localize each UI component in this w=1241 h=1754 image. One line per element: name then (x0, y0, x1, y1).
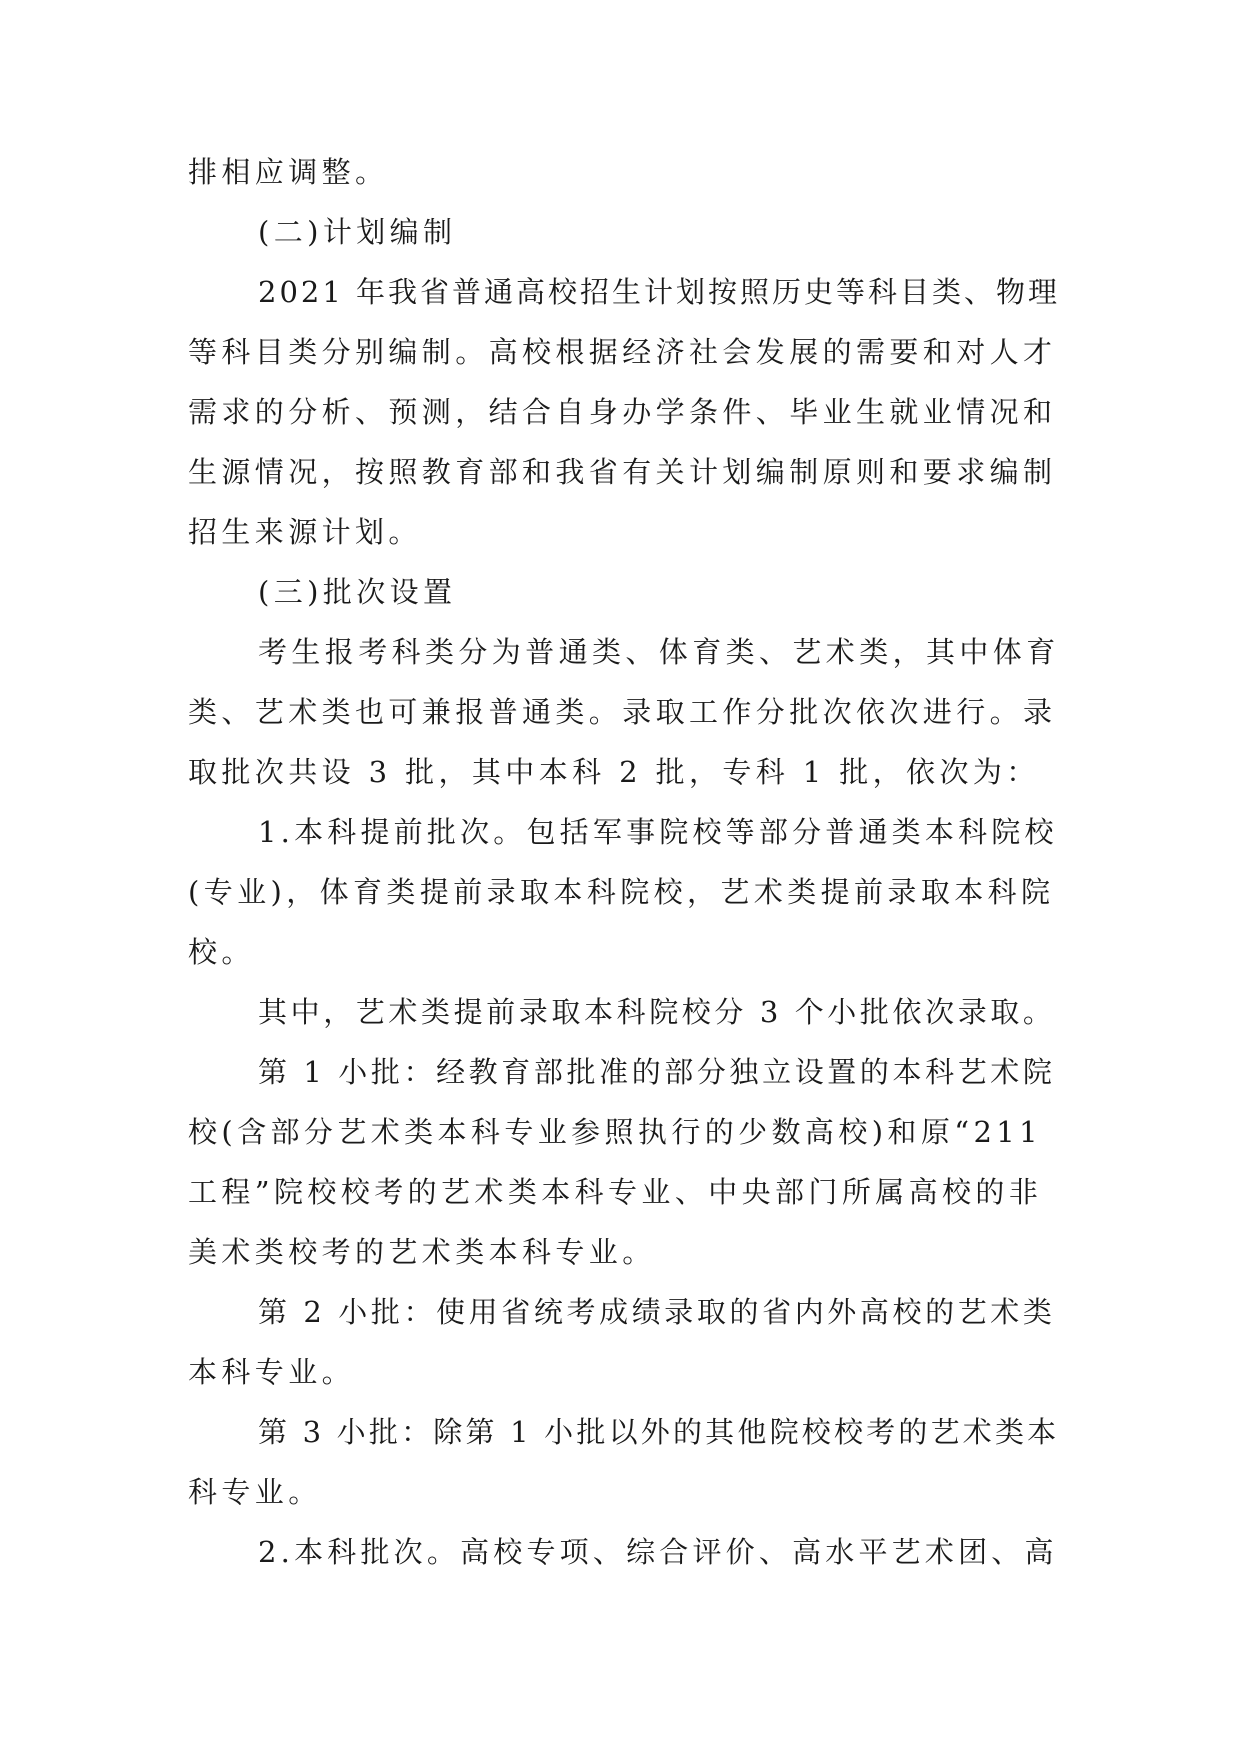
text-line: 需求的分析、预测，结合自身办学条件、毕业生就业情况和 (188, 395, 1057, 429)
text-line: 类、艺术类也可兼报普通类。录取工作分批次依次进行。录 (188, 695, 1057, 729)
text-line: 本科专业。 (188, 1355, 356, 1389)
text-line: 美术类校考的艺术类本科专业。 (188, 1235, 656, 1269)
section-heading: (二)计划编制 (258, 215, 457, 249)
text-line: 生源情况，按照教育部和我省有关计划编制原则和要求编制 (188, 455, 1057, 489)
text-line: 第 3 小批：除第 1 小批以外的其他院校校考的艺术类本 (258, 1415, 1060, 1449)
text-line: 校。 (188, 935, 255, 969)
text-line: 2021 年我省普通高校招生计划按照历史等科目类、物理 (258, 275, 1061, 309)
text-line: 第 2 小批：使用省统考成绩录取的省内外高校的艺术类 (258, 1295, 1056, 1329)
text-line: 2.本科批次。高校专项、综合评价、高水平艺术团、高 (258, 1535, 1058, 1569)
text-line: 招生来源计划。 (188, 515, 422, 549)
text-line: 第 1 小批：经教育部批准的部分独立设置的本科艺术院 (258, 1055, 1056, 1089)
text-line: 等科目类分别编制。高校根据经济社会发展的需要和对人才 (188, 335, 1057, 369)
text-line: 1.本科提前批次。包括军事院校等部分普通类本科院校 (258, 815, 1058, 849)
text-line: 其中，艺术类提前录取本科院校分 3 个小批依次录取。 (258, 995, 1056, 1029)
text-line: (专业)，体育类提前录取本科院校，艺术类提前录取本科院 (188, 875, 1055, 909)
text-line: 取批次共设 3 批，其中本科 2 批，专科 1 批，依次为： (188, 755, 1040, 789)
text-line: 排相应调整。 (188, 155, 389, 189)
text-line: 科专业。 (188, 1475, 322, 1509)
text-line: 工程”院校校考的艺术类本科专业、中央部门所属高校的非 (188, 1175, 1043, 1209)
section-heading: (三)批次设置 (258, 575, 457, 609)
text-line: 考生报考科类分为普通类、体育类、艺术类，其中体育 (258, 635, 1060, 669)
text-line: 校(含部分艺术类本科专业参照执行的少数高校)和原“211 (188, 1115, 1043, 1149)
